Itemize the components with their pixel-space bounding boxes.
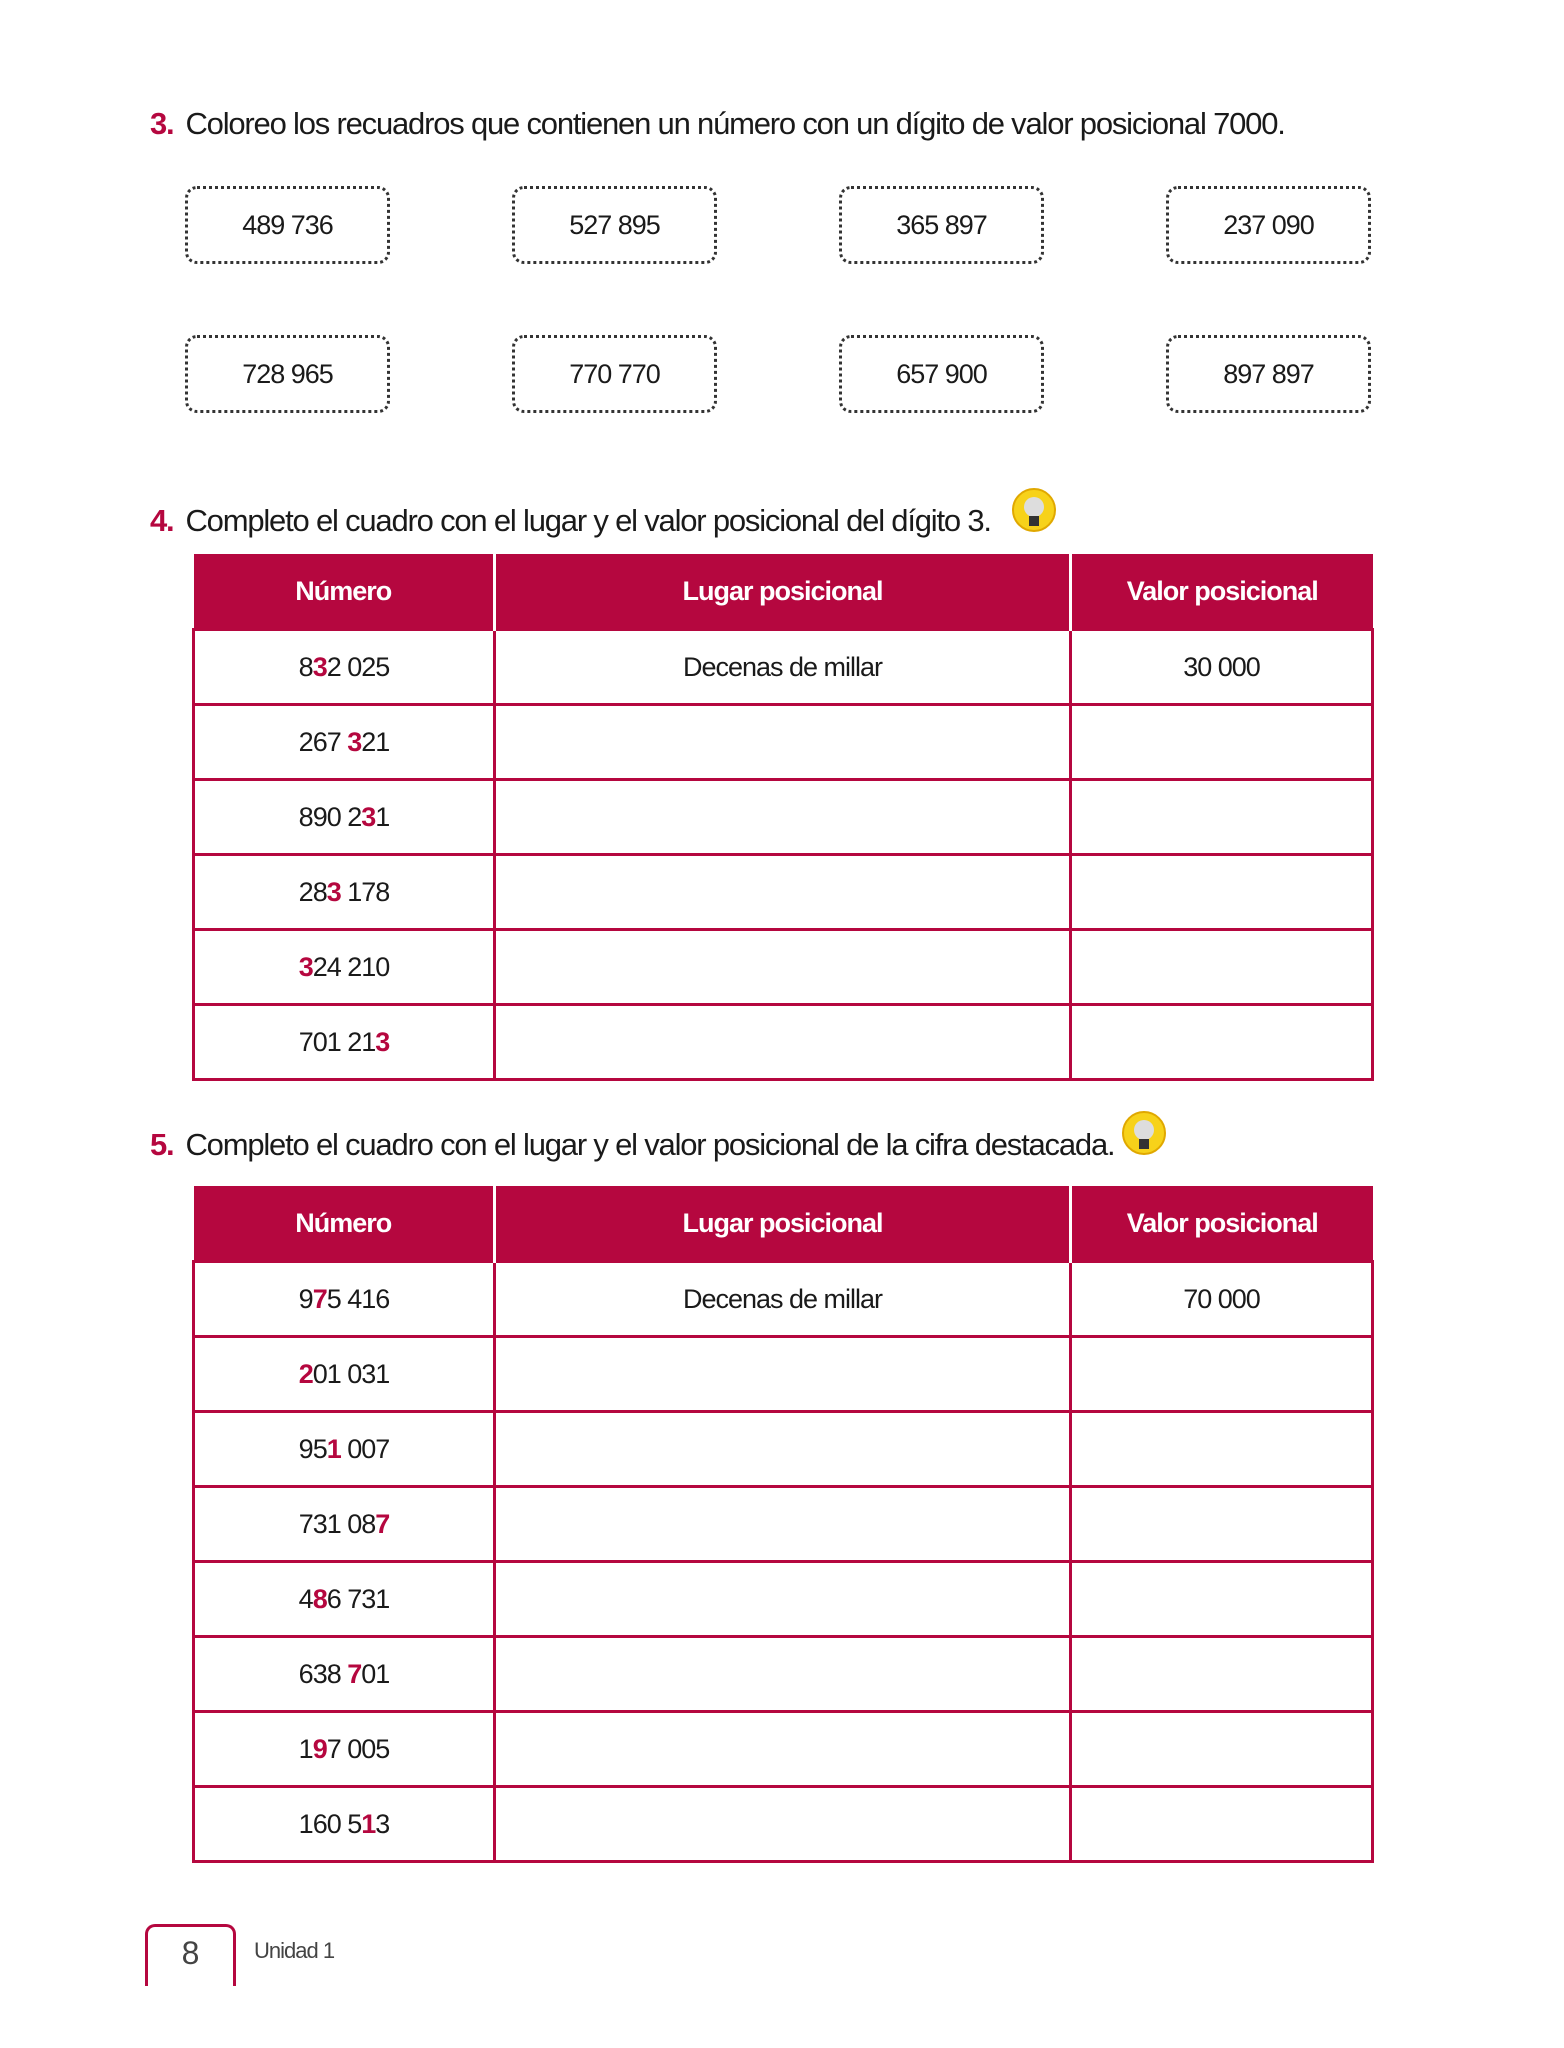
number-cell xyxy=(194,630,495,705)
column-header: Valor posicional xyxy=(1071,1186,1373,1262)
number-part: 1 xyxy=(375,801,390,832)
number-part: 890 2 xyxy=(298,801,362,832)
place-name-cell[interactable] xyxy=(495,855,1071,930)
table-row xyxy=(194,1787,1373,1862)
number-box[interactable]: 527 895 xyxy=(512,186,717,264)
place-value-cell[interactable] xyxy=(1071,705,1373,780)
place-value-cell[interactable] xyxy=(1071,1412,1373,1487)
number-part: 160 5 xyxy=(298,1808,362,1839)
header-row xyxy=(194,554,1373,630)
question-text: Coloreo los recuadros que contienen un número con un dígito de valor posicional 7000. xyxy=(185,106,1285,141)
number-box[interactable]: 365 897 xyxy=(839,186,1044,264)
place-name-cell[interactable] xyxy=(495,1487,1071,1562)
number-cell xyxy=(194,1412,495,1487)
lightbulb-icon xyxy=(1011,488,1057,536)
question-text: Completo el cuadro con el lugar y el valor posicional de la cifra destacada. xyxy=(185,1127,1115,1162)
place-name-cell[interactable] xyxy=(495,1637,1071,1712)
place-name-cell[interactable] xyxy=(495,1005,1071,1080)
number-part: 638 xyxy=(298,1658,348,1689)
number-cell xyxy=(194,1787,495,1862)
number-cell xyxy=(194,1637,495,1712)
number-part: 7 005 xyxy=(326,1733,390,1764)
number-cell xyxy=(194,1337,495,1412)
number-box[interactable]: 657 900 xyxy=(839,335,1044,413)
number-part: 178 xyxy=(340,876,390,907)
place-value-cell[interactable] xyxy=(1071,780,1373,855)
question-4-heading xyxy=(150,503,991,539)
header-row xyxy=(194,1186,1373,1262)
page-number xyxy=(145,1924,236,1986)
highlighted-digit: 2 xyxy=(298,1358,313,1389)
number-cell xyxy=(194,1005,495,1080)
number-part: 5 416 xyxy=(326,1283,390,1314)
place-name-cell[interactable] xyxy=(495,1412,1071,1487)
number-box[interactable]: 728 965 xyxy=(185,335,390,413)
question-5-heading xyxy=(150,1127,1114,1163)
table-row xyxy=(194,1637,1373,1712)
number-part: 2 025 xyxy=(326,651,390,682)
place-value-cell[interactable] xyxy=(1071,1712,1373,1787)
number-part: 8 xyxy=(298,651,313,682)
number-part: 1 xyxy=(298,1733,313,1764)
number-cell xyxy=(194,1262,495,1337)
highlighted-digit: 3 xyxy=(375,1026,390,1057)
number-cell xyxy=(194,855,495,930)
number-cell xyxy=(194,780,495,855)
number-cell xyxy=(194,1487,495,1562)
number-part: 007 xyxy=(340,1433,390,1464)
number-part: 21 xyxy=(361,726,390,757)
number-part: 28 xyxy=(298,876,327,907)
table-row xyxy=(194,1005,1373,1080)
place-value-cell[interactable] xyxy=(1071,1787,1373,1862)
place-name-cell[interactable]: Decenas de millar xyxy=(495,630,1071,705)
table-row xyxy=(194,1562,1373,1637)
table-row xyxy=(194,1262,1373,1337)
table-row xyxy=(194,1337,1373,1412)
place-name-cell[interactable] xyxy=(495,1337,1071,1412)
question-3-heading xyxy=(150,106,1285,142)
lightbulb-icon xyxy=(1121,1111,1167,1159)
number-box[interactable]: 237 090 xyxy=(1166,186,1371,264)
number-part: 9 xyxy=(298,1283,313,1314)
highlighted-digit: 7 xyxy=(347,1658,362,1689)
question-number: 3. xyxy=(150,106,174,141)
place-value-cell[interactable] xyxy=(1071,1337,1373,1412)
place-value-cell[interactable] xyxy=(1071,1487,1373,1562)
table-row xyxy=(194,930,1373,1005)
highlighted-digit: 1 xyxy=(326,1433,341,1464)
place-name-cell[interactable] xyxy=(495,705,1071,780)
number-part: 24 210 xyxy=(312,951,390,982)
place-value-table-highlighted-digit xyxy=(192,1186,1374,1863)
place-name-cell[interactable] xyxy=(495,1787,1071,1862)
unit-label: Unidad 1 xyxy=(254,1938,335,1963)
number-cell xyxy=(194,705,495,780)
highlighted-digit: 7 xyxy=(375,1508,390,1539)
table-row xyxy=(194,1412,1373,1487)
highlighted-digit: 3 xyxy=(361,801,376,832)
number-box[interactable]: 489 736 xyxy=(185,186,390,264)
place-name-cell[interactable] xyxy=(495,1712,1071,1787)
column-header: Lugar posicional xyxy=(495,554,1071,630)
table-row xyxy=(194,1487,1373,1562)
number-cell xyxy=(194,1712,495,1787)
number-box[interactable]: 897 897 xyxy=(1166,335,1371,413)
place-value-cell[interactable]: 30 000 xyxy=(1071,630,1373,705)
highlighted-digit: 1 xyxy=(361,1808,376,1839)
place-value-cell[interactable]: 70 000 xyxy=(1071,1262,1373,1337)
question-number: 5. xyxy=(150,1127,174,1162)
page-number-text: 8 xyxy=(181,1935,200,1971)
number-cell xyxy=(194,1562,495,1637)
number-cell xyxy=(194,930,495,1005)
table-row xyxy=(194,630,1373,705)
highlighted-digit: 3 xyxy=(347,726,362,757)
number-part: 267 xyxy=(298,726,348,757)
place-value-cell[interactable] xyxy=(1071,930,1373,1005)
place-name-cell[interactable] xyxy=(495,1562,1071,1637)
place-value-cell[interactable] xyxy=(1071,1637,1373,1712)
highlighted-digit: 9 xyxy=(312,1733,327,1764)
highlighted-digit: 7 xyxy=(312,1283,327,1314)
number-box[interactable]: 770 770 xyxy=(512,335,717,413)
number-part: 01 031 xyxy=(312,1358,390,1389)
place-value-table-digit-3 xyxy=(192,554,1374,1081)
place-name-cell[interactable] xyxy=(495,930,1071,1005)
number-part: 01 xyxy=(361,1658,390,1689)
place-name-cell[interactable] xyxy=(495,780,1071,855)
table-row xyxy=(194,780,1373,855)
highlighted-digit: 3 xyxy=(326,876,341,907)
place-value-cell[interactable] xyxy=(1071,855,1373,930)
column-header: Número xyxy=(194,1186,495,1262)
number-part: 731 08 xyxy=(298,1508,376,1539)
place-value-cell[interactable] xyxy=(1071,1562,1373,1637)
column-header: Lugar posicional xyxy=(495,1186,1071,1262)
place-name-cell[interactable]: Decenas de millar xyxy=(495,1262,1071,1337)
number-part: 701 21 xyxy=(298,1026,376,1057)
highlighted-digit: 3 xyxy=(298,951,313,982)
number-part: 3 xyxy=(375,1808,390,1839)
place-value-cell[interactable] xyxy=(1071,1005,1373,1080)
number-part: 6 731 xyxy=(326,1583,390,1614)
question-number: 4. xyxy=(150,503,174,538)
highlighted-digit: 8 xyxy=(312,1583,327,1614)
table-row xyxy=(194,705,1373,780)
column-header: Valor posicional xyxy=(1071,554,1373,630)
column-header: Número xyxy=(194,554,495,630)
table-row xyxy=(194,1712,1373,1787)
highlighted-digit: 3 xyxy=(312,651,327,682)
table-row xyxy=(194,855,1373,930)
question-text: Completo el cuadro con el lugar y el valor posicional del dígito 3. xyxy=(185,503,991,538)
number-part: 95 xyxy=(298,1433,327,1464)
number-part: 4 xyxy=(298,1583,313,1614)
